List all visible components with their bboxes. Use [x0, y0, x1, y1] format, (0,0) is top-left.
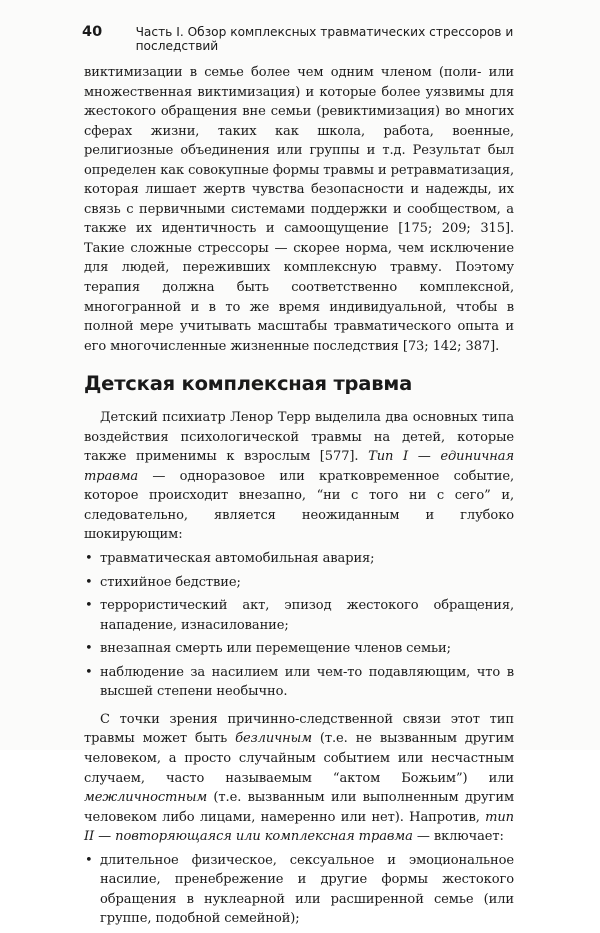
- paragraph-text: — одноразовое или кратковременное событие, которое происходит внезапно, “ни с того ни с сего” и, следовательно, является неожиданным и глубоко шокирующим:: [84, 468, 514, 543]
- emphasis-type-two: тип II — повторяющаяся или комплексная травма: [84, 809, 514, 845]
- page-number: 40: [82, 24, 103, 40]
- list-item-text: стихийное бедствие;: [100, 574, 241, 590]
- list-item: [84, 596, 514, 635]
- paragraph-text: — включает:: [412, 829, 504, 845]
- paragraph-type-two: [84, 710, 514, 847]
- paragraph-text: (т.е. вызванным или выполненным другим человеком либо лицами, намеренно или нет). Напротив,: [84, 790, 514, 825]
- list-item: [84, 573, 514, 593]
- bullet-icon: •: [85, 852, 93, 868]
- list-item-text: наблюдение за насилием или чем-то подавляющим, что в высшей степени необычно.: [100, 664, 514, 700]
- intro-paragraph: виктимизации в семье более чем одним членом (поли- или множественная виктимизация) и которые более уязвимы для жестокого обращения вне семьи (ревиктимизация) во многих сферах жизни, таких как школа, работа, военные, религиозные объединения или группы и т.д. Результат был определен как совокупные формы травмы и ретравматизация, которая лишает жертв чувства безопасности и надежды, их связь с первичными системами поддержки и сообществом, а также их идентичность и самоощущение [175; 209; 315]. Такие сложные стрессоры — скорее норма, чем исключение для людей, переживших комплексную травму. Поэтому терапия должна быть соответственно комплексной, многогранной и в то же время индивидуальной, чтобы в полной мере учитывать масштабы травматического опыта и его многочисленные жизненные последствия [73; 142; 387].: [84, 65, 514, 354]
- bullet-icon: •: [85, 641, 93, 657]
- bullet-icon: •: [85, 574, 93, 590]
- list-item: [84, 549, 514, 569]
- bullet-icon: •: [85, 664, 93, 680]
- list-item: [84, 663, 514, 702]
- list-item: [84, 639, 514, 659]
- bullet-list-type-one: [84, 549, 514, 702]
- emphasis-type-one: Тип I — единичная травма: [84, 449, 515, 484]
- bullet-icon: •: [85, 551, 93, 567]
- paragraph-text: Детский психиатр Ленор Терр выделила два основных типа воздействия психологической травмы на детей, которые также применимы к взрослым [577].: [84, 410, 514, 465]
- section-heading: Детская комплексная травма: [84, 372, 413, 396]
- paragraph-text: (т.е. не вызванным другим человеком, а просто случайным событием или несчастным случаем, часто называемым “актом Божьим”) или: [84, 731, 514, 786]
- paragraph-type-one: [84, 408, 514, 545]
- page-body: [84, 63, 514, 933]
- list-item-text: длительное физическое, сексуальное и эмоциональное насилие, пренебрежение и другие формы жестокого обращения в нуклеарной или расширенной семье (или группе, подобной семейной);: [100, 852, 514, 927]
- running-head: Часть I. Обзор комплексных травматических стрессоров и последствий: [135, 25, 514, 53]
- paragraph-text: С точки зрения причинно-следственной связи этот тип травмы может быть: [84, 711, 514, 747]
- list-item-text: террористический акт, эпизод жестокого обращения, нападение, изнасилование;: [100, 598, 514, 633]
- bullet-list-type-two: [84, 851, 514, 929]
- list-item-text: внезапная смерть или перемещение членов семьи;: [100, 641, 451, 657]
- emphasis-impersonal: безличным: [235, 731, 312, 747]
- list-item-text: травматическая автомобильная авария;: [100, 551, 375, 567]
- bullet-icon: •: [85, 598, 93, 614]
- page-header: [82, 24, 550, 53]
- emphasis-interpersonal: межличностным: [84, 790, 208, 806]
- list-item: [84, 851, 514, 929]
